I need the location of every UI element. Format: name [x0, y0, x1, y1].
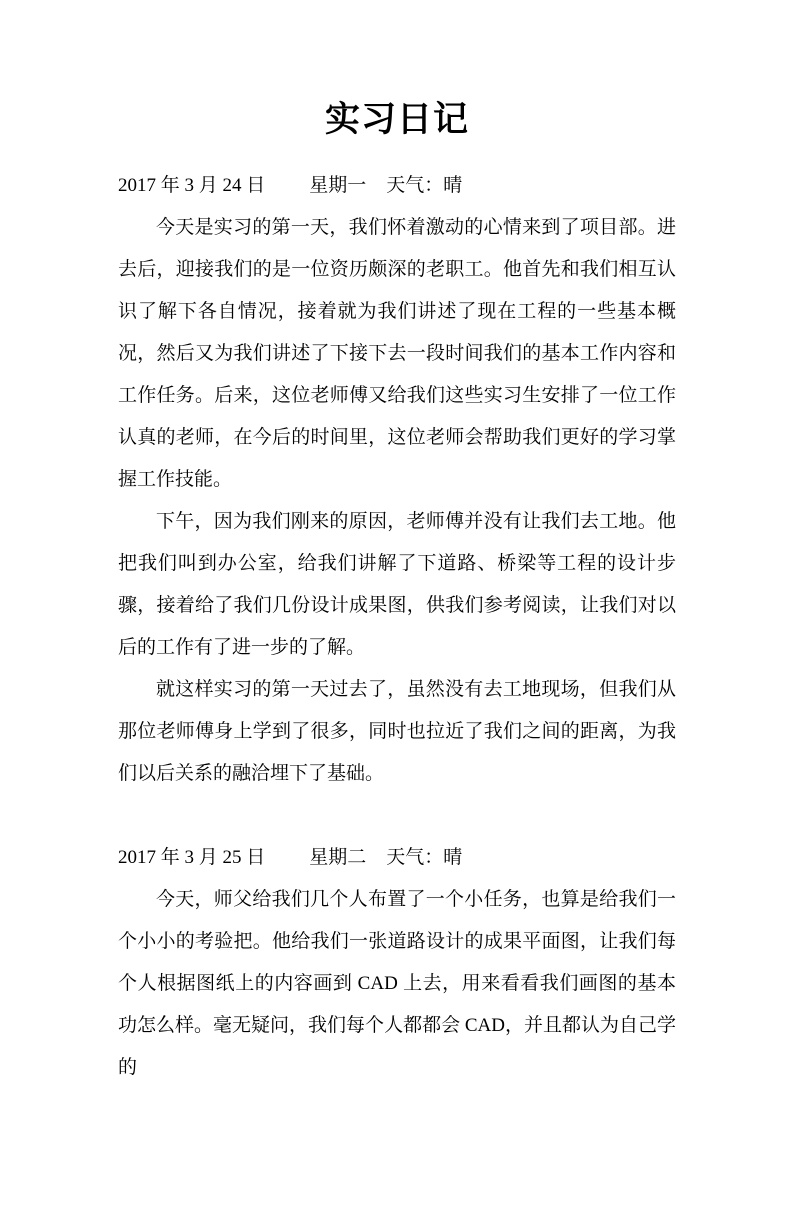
diary-paragraph: 就这样实习的第一天过去了，虽然没有去工地现场，但我们从那位老师傅身上学到了很多，同时也拉近了我们之间的距离，为我们以后关系的融洽埋下了基础。 — [118, 679, 676, 784]
diary-paragraph: 下午，因为我们刚来的原因，老师傅并没有让我们去工地。他把我们叫到办公室，给我们讲解了下道路、桥梁等工程的设计步骤，接着给了我们几份设计成果图，供我们参考阅读，让我们对以后的工作有了进一步的了解。 — [118, 511, 676, 658]
diary-paragraph: 今天是实习的第一天，我们怀着激动的心情来到了项目部。进去后，迎接我们的是一位资历颇深的老职工。他首先和我们相互认识了解下各自情况，接着就为我们讲述了现在工程的一些基本概况，然后又为我们讲述了下接下去一段时间我们的基本工作内容和工作任务。后来，这位老师傅又给我们这些实习生安排了一位工作认真的老师，在今后的时间里，这位老师会帮助我们更好的学习掌握工作技能。 — [118, 217, 676, 490]
entry-date: 2017 年 3 月 25 日 — [118, 847, 266, 868]
page-title: 实习日记 — [324, 100, 469, 139]
entry-header — [118, 837, 676, 879]
entry-weekday: 星期一 — [309, 175, 367, 196]
entry-date: 2017 年 3 月 24 日 — [118, 175, 266, 196]
entry-weekday: 星期二 — [309, 847, 367, 868]
entry-weather: 天气：晴 — [386, 847, 463, 868]
entry-weather: 天气：晴 — [386, 175, 463, 196]
diary-entry — [118, 165, 676, 795]
diary-entry — [118, 837, 676, 1089]
diary-paragraph: 今天，师父给我们几个人布置了一个小任务，也算是给我们一个小小的考验把。他给我们一张道路设计的成果平面图，让我们每个人根据图纸上的内容画到 CAD 上去，用来看看我们画图的基本功怎么样。毫无疑问，我们每个人都都会 CAD，并且都认为自己学的 — [118, 889, 676, 1078]
entry-spacer — [118, 795, 676, 837]
document-page — [0, 96, 794, 1219]
entry-header — [118, 165, 676, 207]
